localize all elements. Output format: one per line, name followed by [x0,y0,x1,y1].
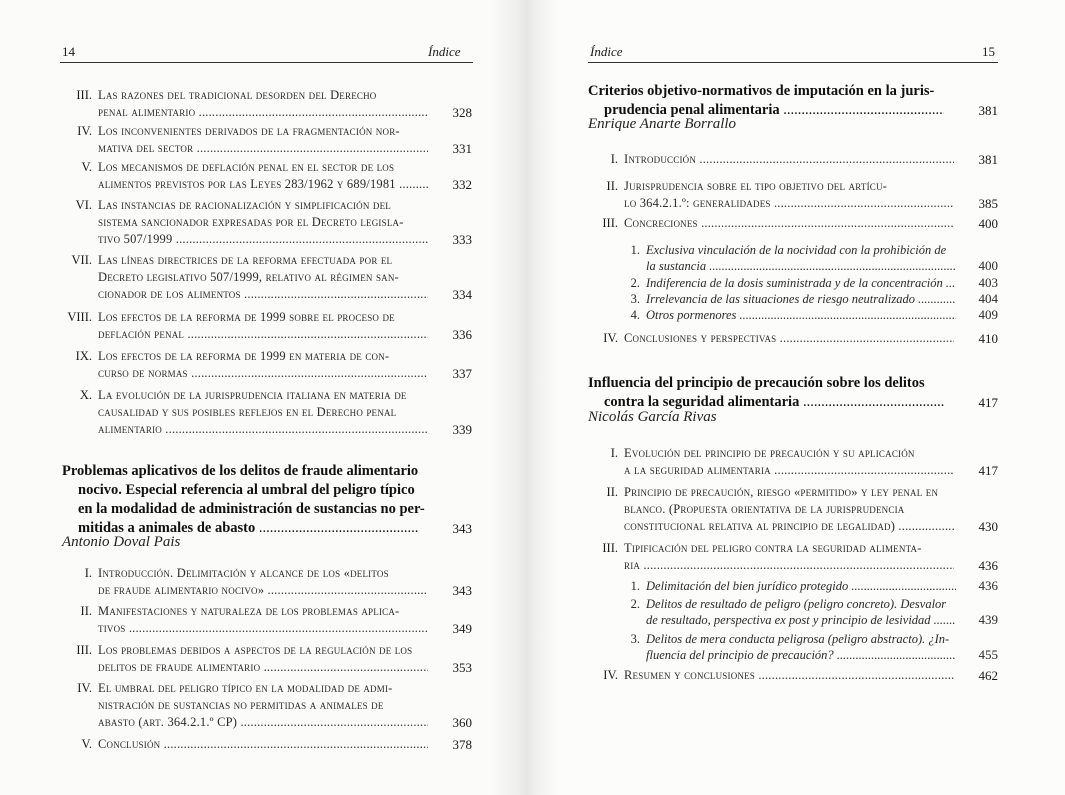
section-title: Influencia del principio de precaución sobre los delitos contra la seguridad alimentaria ..... 417 [588,374,1000,412]
page-number: 15 [982,44,995,59]
left-page: 14 Índice III. Las razones del tradicional desorden del Derecho penal alimentario ..... 328 IV. Los inconvenientes derivados de la fragmentación nor- mativa del sector ..... 331 V. Los mecanismos de deflación penal en el sector de los alimentos previstos por las Leyes 283/1962 y 689/1981 ..... 332 VI. Las instancias de racionalización y simplificación del sistema sancionador expresadas por el Decreto legisla- tivo 507/1999 ..... 333 VII. Las líneas directrices de la reforma efectuada por el Decreto legislativo 507/1999, relativo al régimen san- cionador de los alimentos ..... 334 VIII. Los efectos de la reforma de 1999 sobre el proceso de deflación penal ..... 336 IX. Los efectos de la reforma de 1999 en materia de con- curso de normas ..... 337 X. La evolución de la jurisprudencia italiana en materia de causalidad y sus posibles reflejos en el Derecho penal alimentario ..... 339 Problemas aplicativos de los delitos de fraude alimentario nocivo. Especial referencia al umbral del peligro típico en la modalidad de administración de sustancias no per- mitidas a animales de abasto ..... 343 Antonio Doval Pais I. Introducción. Delimitación y alcance de los «delitos de fraude alimentario nocivo» ..... 343 II. Manifestaciones y naturaleza de los problemas aplica- tivos ..... 349 III. Los problemas debidos a aspectos de la regulación de los delitos de fraude alimentario ..... 353 IV. El umbral del peligro típico en la modalidad de admi- nistración de sustancias no permitidas a animales de abasto (art. 364.2.1.º CP) ..... 360 V. Conclusión ..... 378 [0,0,520,795]
running-head: Índice [590,44,623,59]
header-rule [588,62,998,63]
header-rule [60,62,473,63]
running-head: Índice [428,44,461,59]
section-title: Criterios objetivo-normativos de imputación en la juris- prudencia penal alimentaria ..... 381 [588,82,1000,120]
section-author: Nicolás García Rivas [588,409,717,425]
right-page: Índice 15 Criterios objetivo-normativos de imputación en la juris- prudencia penal alimentaria ..... 381 Enrique Anarte Borrallo I. Introducción ..... 381 II. Jurisprudencia sobre el tipo objetivo del artícu- lo 364.2.1.º: generalidades ..... 385 III. Concreciones ..... 400 1. Exclusiva vinculación de la nocividad con la prohibición de la sustancia ..... 400 2. Indiferencia de la dosis suministrada y de la concentración ..... 403 3. Irrelevancia de las situaciones de riesgo neutralizado ..... 404 4. Otros pormenores ..... 409 IV. Conclusiones y perspectivas ..... 410 Influencia del principio de precaución sobre los delitos contra la seguridad alimentaria ..... 417 Nicolás García Rivas I. Evolución del principio de precaución y su aplicación a la seguridad alimentaria ..... 417 II. Principio de precaución, riesgo «permitido» y ley penal en blanco. (Propuesta orientativa de la jurisprudencia constitucional relativa al principio de legalidad) ..... 430 III. Tipificación del peligro contra la seguridad alimenta- ria ..... 436 1. Delimitación del bien jurídico protegido ..... 436 2. Delitos de resultado de peligro (peligro concreto). Desvalor de resultado, perspectiva ex post y principio de lesividad ..... 439 3. Delitos de mera conducta peligrosa (peligro abstracto). ¿In- fluencia del principio de precaución? ..... 455 IV. Resumen y conclusiones ..... 462 [520,0,1065,795]
section-author: Antonio Doval Pais [62,534,181,550]
section-title: Problemas aplicativos de los delitos de fraude alimentario nocivo. Especial referencia al umbral del peligro típico en la modalidad de administración de sustancias no per- mitidas a animales de abasto ..... 343 [62,462,474,538]
section-author: Enrique Anarte Borrallo [588,116,737,132]
page-number: 14 [62,44,75,59]
